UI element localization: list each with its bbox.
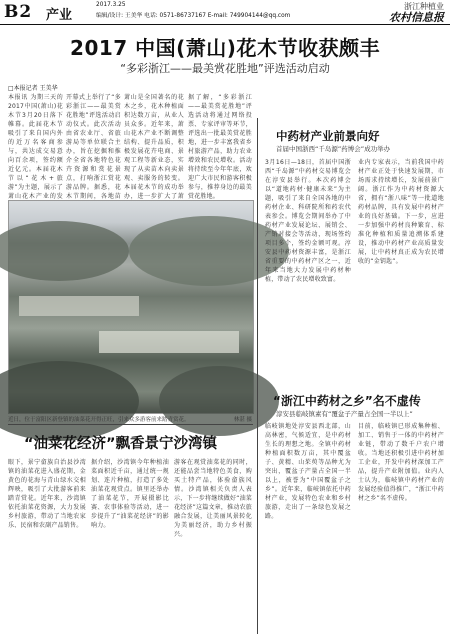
right-column-2: 业内专家表示，当前我国中药材产业正处于快速发展期，市场需求持续增长，发展前景广阔。浙江作为中药材资源大省，拥有“浙八味”等一批道地药材品牌，具有发展中药材产业的良好基础。下一步，应进一步加强中药材良种繁育、标准化种植和质量追溯体系建设，推动中药材产业高质量发展，让中药材真正成为农民增收的“金钥匙”。 — [358, 159, 444, 265]
section-name: 产业 — [46, 8, 73, 23]
issue-date: 2017.3.25 — [96, 2, 126, 8]
lead-headline: 2017 中国(萧山)花木节收获颇丰 — [70, 36, 380, 60]
photo-hill — [0, 361, 139, 441]
editor-info: 编辑/设计: 王美华 电话: 0571-86737167 E-mail: 749904144@qq.com — [96, 13, 291, 19]
photo-hill — [0, 221, 129, 281]
lead-subheadline: “多彩浙江——最美赏花胜地”评选活动启动 — [120, 62, 330, 75]
bottom-column-1: 眼下，景宁畲族自治县沙湾镇的油菜花进入盛花期，金黄色的花海与青山绿水交相辉映，吸引了大批游客前来踏青赏花。近年来，沙湾镇依托油菜花资源，大力发展乡村旅游，带动了当地农家乐、民宿和农副产品销售。 — [8, 459, 86, 529]
paper-name: 浙江种植业 — [404, 2, 444, 11]
box-column-2: 目前，临岐镇已形成集种植、加工、销售于一体的中药材产业链，带动了数千户农户增收。当地还积极引进中药材加工企业，开发中药材深加工产品，提升产业附加值。业内人士认为，临岐镇中药材产业的发展经验值得推广，“浙江中药材之乡”名不虚传。 — [358, 423, 444, 502]
right-column-1: 3月16日—18日，首届中国浙西“千岛源”中药材交易博览会在淳安县举行。本次药博会以“道地药材·健康未来”为主题，吸引了来自全国各地的中药材企业、科研院所和药农代表参会。博览会期间举办了中药材产业发展论坛、展销会、产销对接会等活动，现场签约项目多个，签约金额可观。淳安县中药材资源丰富，是浙江省重要的中药材产区之一，近年来当地大力发展中药材种植，带动了农民增收致富。 — [265, 159, 351, 283]
photo-hill — [159, 366, 279, 436]
bottom-column-3: 游客在观赏油菜花的同时，还能品尝当地特色美食，购买土特产品，体验畲族风情。沙湾镇相关负责人表示，下一步将继续做好“油菜花经济”这篇文章，推动农旅融合发展，让美丽风景转化为美丽经济，助力乡村振兴。 — [174, 459, 252, 538]
right-headline: 中药材产业前景向好 — [276, 129, 380, 143]
lead-column-3: 萧山是全国著名的花木之乡，花木种植面积达数万亩，从业人员众多。近年来，萧山花木产业不断调整结构、提升品质，积极发展花卉电商、景观工程等新业态，实现了从卖苗木向卖景观、卖服务的转变。本届花木节的成功举办，进一步扩大了萧 — [124, 94, 184, 200]
section-divider — [8, 424, 253, 425]
box-column-1: 临岐镇地处淳安县西北部，山高林密，气候适宜，是中药材生长的理想之地。全镇中药材种植面积数万亩，其中覆盆子、黄精、山茱萸等品种尤为突出，覆盆子产量占全国一半以上，被誉为“中国覆盆子之乡”。近年来，临岐镇依托中药材产业，发展特色农业和乡村旅游，走出了一条绿色发展之路。 — [265, 423, 351, 520]
photo-credit: 林湛 摄 — [233, 417, 252, 423]
page-header — [0, 0, 450, 25]
photo-field — [19, 296, 139, 316]
photo-caption: 近日，位于富阳区新登镇的油菜花开得正旺，引来众多游客前来踏青赏花。 — [8, 417, 190, 423]
lead-column-2: 开幕式上举行了“多彩浙江——最美赏花胜地”评选活动启动仪式。此次活动由省农业厅、省旅游局等单位联合主办，旨在挖掘和推介全省各地特色花卉资源和赏花景点，打响浙江赏花游品牌。据悉，花木节期间，各地苗 — [66, 94, 121, 200]
column-divider — [257, 118, 258, 634]
section-mark: B2 — [4, 2, 33, 22]
photo-field — [99, 331, 239, 353]
lead-column-4: 据了解，“多彩浙江——最美赏花胜地”评选活动将通过网络投票、专家评审等环节，评选出一批最美赏花胜地，进一步丰富我省乡村旅游产品，助力农业增效和农民增收。活动将持续至今年年底，欢迎广大市民和游客积极参与，推荐身边的最美赏花胜地。 — [188, 94, 252, 200]
rapeseed-field-photo — [8, 200, 254, 414]
bottom-headline: “油菜花经济”飘香景宁沙湾镇 — [24, 436, 218, 452]
lead-column-1: 本报讯 为期三天的2017中国(萧山)花木节3月20日落下帷幕。此届花木节吸引了来自国内外的近万名客商参与，共达成交易意向百余项，签约额近亿元。本届花木节以“花木+旅游”为主题，展示了萧山花木产业的发 — [8, 94, 63, 200]
lead-byline: □本报记者 王美华 — [8, 85, 58, 92]
paper-logo: 农村信息报 — [389, 11, 444, 24]
box-subheadline: 淳安县临岐镇素有“覆盆子产量占全国一半以上” — [276, 410, 413, 418]
right-subheadline: 首届中国浙西“千岛源”药博会”成功举办 — [276, 145, 391, 153]
bottom-column-2: 据介绍，沙湾镇今年种植油菜面积近千亩，通过统一规划、连片种植，打造了多处油菜花观赏点。镇里还举办了油菜花节，开展摄影比赛、农事体验等活动，进一步提升了“油菜花经济”的影响力。 — [91, 459, 169, 529]
box-headline: “浙江中药材之乡”名不虚传 — [273, 394, 421, 408]
